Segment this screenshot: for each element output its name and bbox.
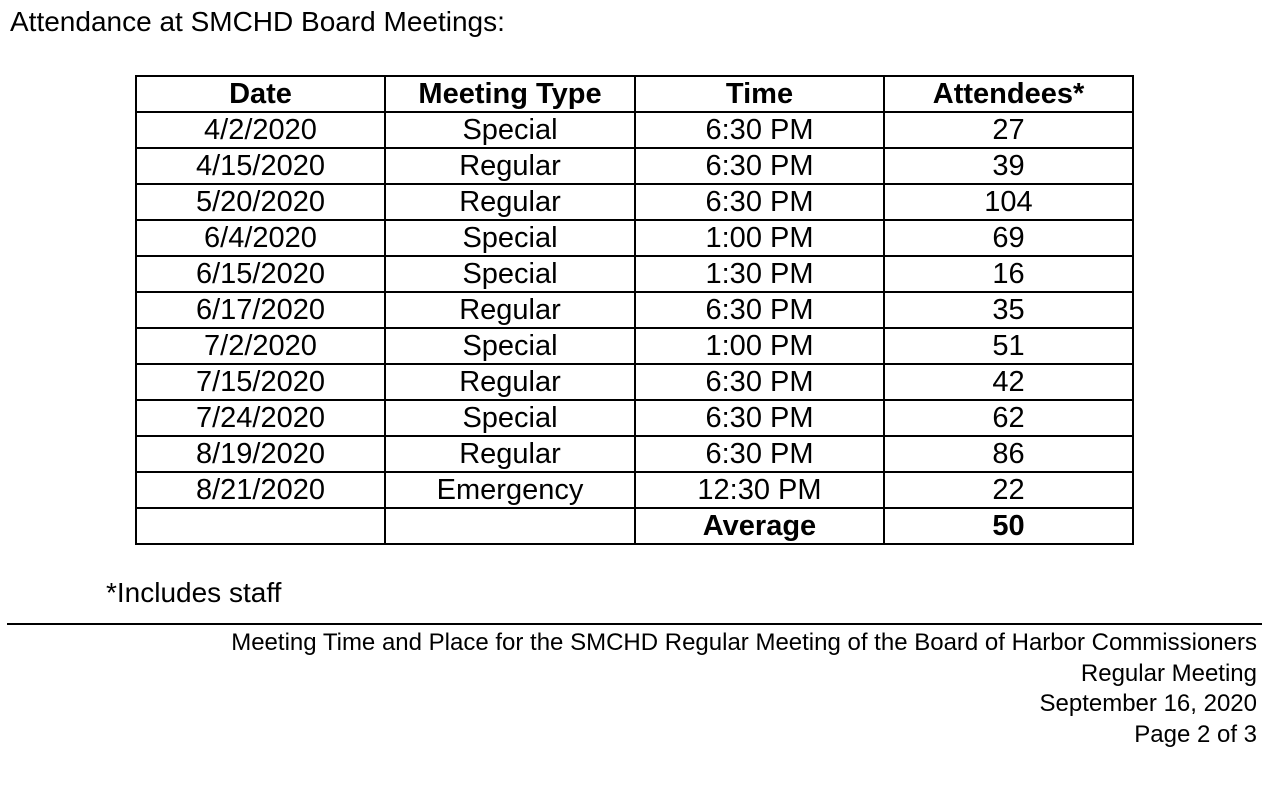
time-cell: 1:30 PM (635, 256, 884, 292)
date-cell: 7/15/2020 (136, 364, 385, 400)
table-row (136, 292, 1133, 328)
attendance-table (135, 75, 1134, 545)
date-cell: 6/15/2020 (136, 256, 385, 292)
meeting-type-cell: Special (385, 256, 635, 292)
column-header-attendees: Attendees* (884, 76, 1133, 112)
page-heading: Attendance at SMCHD Board Meetings: (10, 6, 505, 37)
footer-divider (7, 623, 1262, 625)
footer-meeting-type: Regular Meeting (1080, 659, 1257, 687)
date-cell: 7/24/2020 (136, 400, 385, 436)
time-cell: 6:30 PM (635, 364, 884, 400)
date-cell: 5/20/2020 (136, 184, 385, 220)
meeting-type-cell: Regular (385, 292, 635, 328)
attendees-cell: 39 (884, 148, 1133, 184)
attendees-cell: 86 (884, 436, 1133, 472)
table-row (136, 148, 1133, 184)
meeting-type-cell: Special (385, 328, 635, 364)
page-footer (231, 628, 1257, 750)
time-cell: 1:00 PM (635, 220, 884, 256)
average-label: Average (635, 508, 884, 544)
table-row (136, 472, 1133, 508)
table-row (136, 436, 1133, 472)
date-cell: 4/2/2020 (136, 112, 385, 148)
attendees-cell: 16 (884, 256, 1133, 292)
date-cell: 8/21/2020 (136, 472, 385, 508)
date-cell: 4/15/2020 (136, 148, 385, 184)
time-cell: 6:30 PM (635, 292, 884, 328)
attendees-cell: 35 (884, 292, 1133, 328)
attendees-cell: 62 (884, 400, 1133, 436)
empty-cell (385, 508, 635, 544)
table-row (136, 364, 1133, 400)
table-row (136, 220, 1133, 256)
footer-page-number: Page 2 of 3 (1134, 720, 1257, 748)
time-cell: 1:00 PM (635, 328, 884, 364)
meeting-type-cell: Special (385, 400, 635, 436)
attendees-cell: 22 (884, 472, 1133, 508)
table-row (136, 112, 1133, 148)
meeting-type-cell: Special (385, 220, 635, 256)
time-cell: 6:30 PM (635, 400, 884, 436)
meeting-type-cell: Regular (385, 436, 635, 472)
date-cell: 8/19/2020 (136, 436, 385, 472)
average-row (136, 508, 1133, 544)
time-cell: 6:30 PM (635, 112, 884, 148)
attendees-cell: 27 (884, 112, 1133, 148)
empty-cell (136, 508, 385, 544)
average-value: 50 (884, 508, 1133, 544)
time-cell: 6:30 PM (635, 148, 884, 184)
attendees-cell: 42 (884, 364, 1133, 400)
footer-meeting-title: Meeting Time and Place for the SMCHD Regular Meeting of the Board of Harbor Commissioners (231, 629, 1257, 656)
meeting-type-cell: Regular (385, 364, 635, 400)
footer-date: September 16, 2020 (1039, 690, 1257, 717)
meeting-type-cell: Emergency (385, 472, 635, 508)
meeting-type-cell: Special (385, 112, 635, 148)
column-header-date: Date (136, 76, 385, 112)
time-cell: 6:30 PM (635, 184, 884, 220)
attendees-cell: 69 (884, 220, 1133, 256)
footnote: *Includes staff (106, 577, 282, 608)
date-cell: 6/4/2020 (136, 220, 385, 256)
time-cell: 12:30 PM (635, 472, 884, 508)
column-header-meeting-type: Meeting Type (385, 76, 635, 112)
attendees-cell: 104 (884, 184, 1133, 220)
table-row (136, 256, 1133, 292)
date-cell: 6/17/2020 (136, 292, 385, 328)
meeting-type-cell: Regular (385, 148, 635, 184)
attendees-cell: 51 (884, 328, 1133, 364)
column-header-time: Time (635, 76, 884, 112)
table-row (136, 328, 1133, 364)
meeting-type-cell: Regular (385, 184, 635, 220)
table-row (136, 400, 1133, 436)
table-row (136, 184, 1133, 220)
date-cell: 7/2/2020 (136, 328, 385, 364)
table-header-row (136, 76, 1133, 112)
time-cell: 6:30 PM (635, 436, 884, 472)
